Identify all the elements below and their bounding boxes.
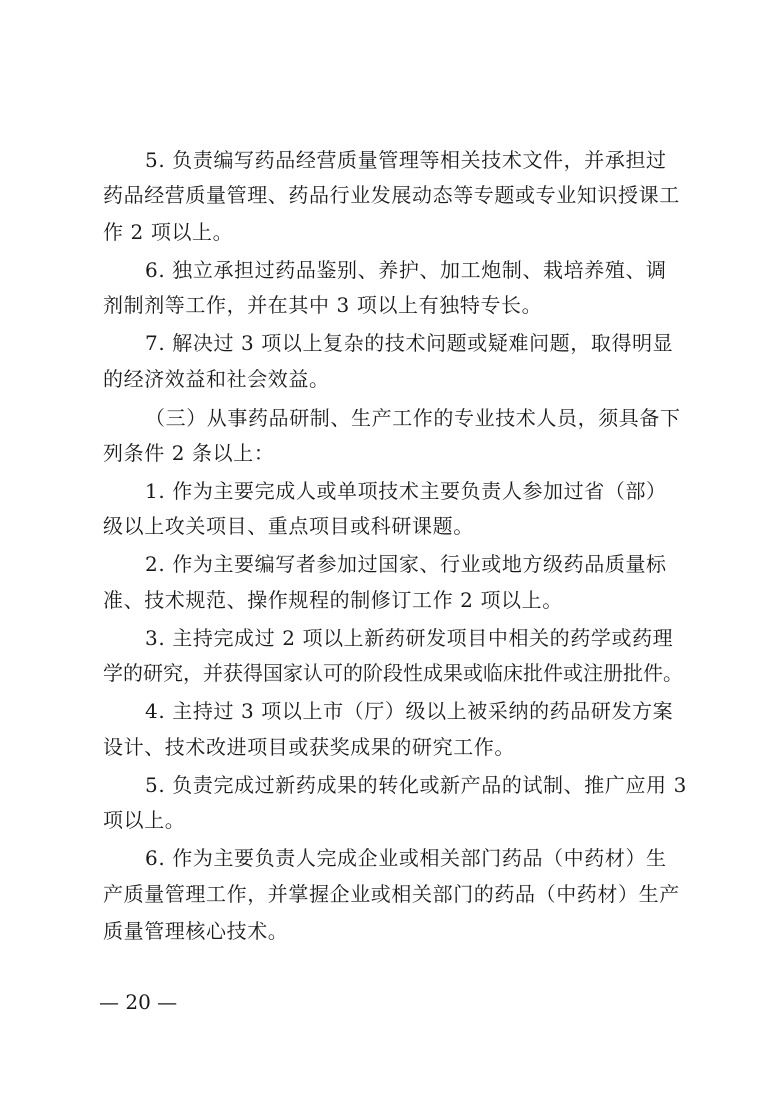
text-line: 准、技术规范、操作规程的制修订工作 2 项以上。 [103,588,563,612]
text-line: 2. 作为主要编写者参加过国家、行业或地方级药品质量标 [145,552,667,576]
text-line: 作 2 项以上。 [103,220,234,244]
text-line: 设计、技术改进项目或获奖成果的研究工作。 [103,735,515,759]
text-line: 项以上。 [103,808,186,832]
text-line: 产质量管理工作，并掌握企业或相关部门的药品（中药材）生产 [103,882,680,906]
text-line: 学的研究，并获得国家认可的阶段性成果或临床批件或注册批件。 [103,661,683,685]
text-line: 6. 作为主要负责人完成企业或相关部门药品（中药材）生 [145,846,667,870]
page-number: — 20 — [99,990,178,1014]
text-line: 7. 解决过 3 项以上复杂的技术问题或疑难问题，取得明显 [145,331,674,355]
text-line: 列条件 2 条以上： [103,441,275,465]
text-line: 4. 主持过 3 项以上市（厅）级以上被采纳的药品研发方案 [145,699,674,723]
text-line: 6. 独立承担过药品鉴别、养护、加工炮制、栽培养殖、调 [145,258,667,282]
text-line: 5. 负责完成过新药成果的转化或新产品的试制、推广应用 3 [145,773,687,797]
text-line: 药品经营质量管理、药品行业发展动态等专题或专业知识授课工 [103,183,680,207]
text-line: 1. 作为主要完成人或单项技术主要负责人参加过省（部） [145,479,667,503]
text-line: 的经济效益和社会效益。 [103,367,330,391]
text-line: 级以上攻关项目、重点项目或科研课题。 [103,514,474,538]
text-line: 5. 负责编写药品经营质量管理等相关技术文件，并承担过 [145,148,667,172]
section-heading: （三）从事药品研制、生产工作的专业技术人员，须具备下 [145,406,681,430]
text-line: 3. 主持完成过 2 项以上新药研发项目中相关的药学或药理 [145,626,674,650]
text-line: 质量管理核心技术。 [103,919,289,943]
text-line: 剂制剂等工作，并在其中 3 项以上有独特专长。 [103,293,543,317]
